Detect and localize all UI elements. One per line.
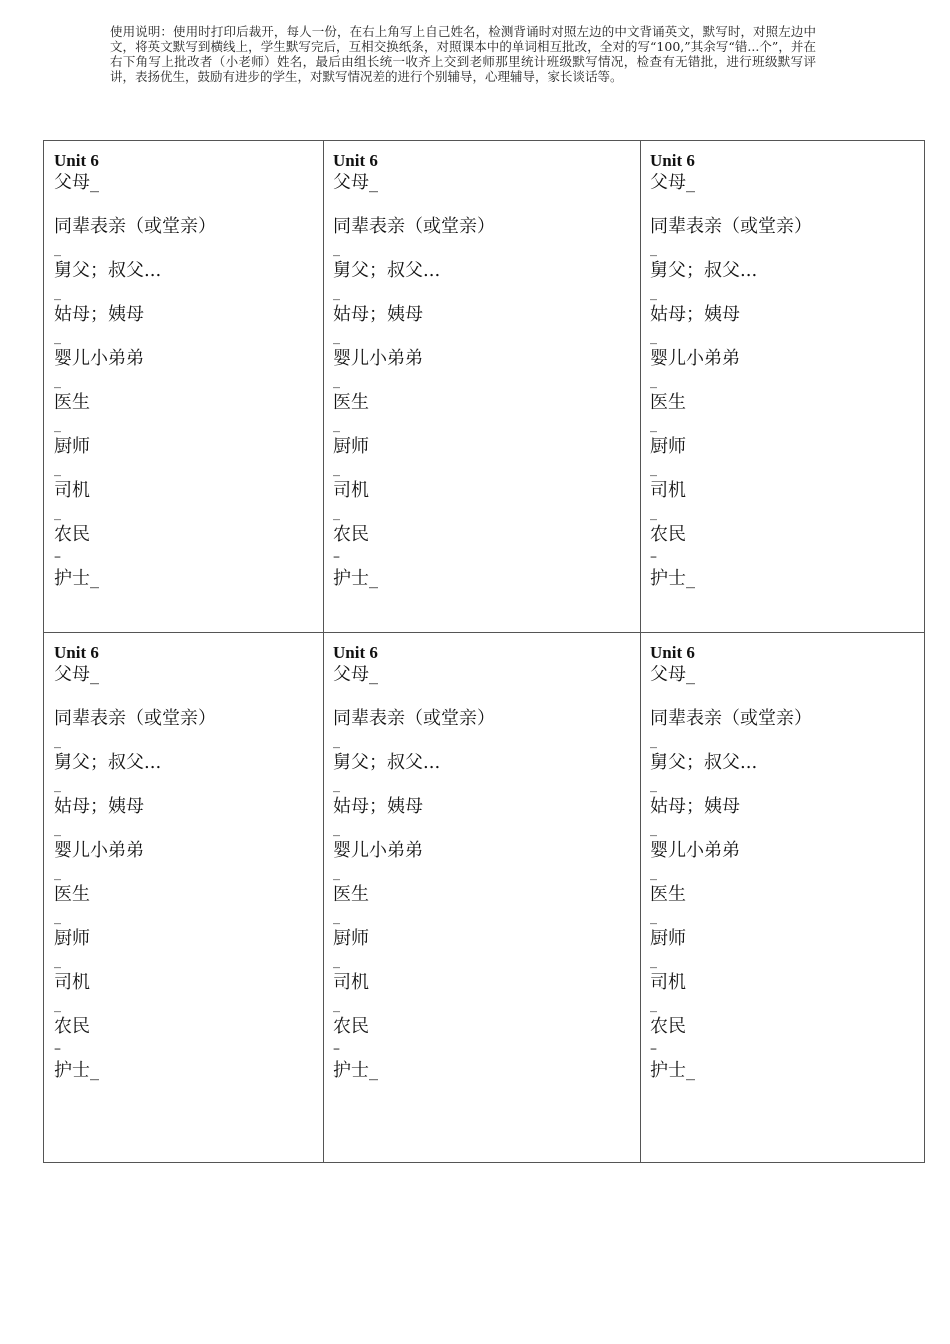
vocab-chinese: 舅父；叔父...	[54, 260, 162, 281]
vocab-item	[54, 971, 216, 1015]
answer-blank	[54, 1083, 216, 1103]
vocab-item	[54, 215, 216, 259]
answer-blank: _	[333, 373, 340, 389]
answer-blank: _	[333, 777, 340, 793]
answer-blank: _	[54, 733, 61, 749]
dictation-card	[323, 141, 495, 611]
vocab-item	[54, 751, 216, 795]
vocab-item	[54, 839, 216, 883]
answer-blank: _	[650, 777, 657, 793]
vocab-chinese: 同辈表亲（或堂亲）	[54, 708, 216, 729]
vocab-chinese: 司机	[54, 480, 90, 501]
answer-blank: _	[650, 241, 657, 257]
vocab-chinese: 姑母；姨母	[650, 796, 740, 817]
vocab-item	[54, 259, 216, 303]
vocab-item	[650, 171, 812, 215]
vocab-chinese: 姑母；姨母	[650, 304, 740, 325]
card-title: Unit 6	[650, 151, 695, 170]
answer-blank: _	[54, 909, 61, 925]
vocab-item	[333, 259, 495, 303]
answer-blank: _	[333, 505, 340, 521]
answer-blank: _	[650, 821, 657, 837]
answer-blank: –	[333, 549, 340, 565]
answer-blank	[54, 195, 216, 215]
answer-blank: _	[650, 417, 657, 433]
vocab-chinese: 护士_	[650, 1060, 695, 1081]
vocab-chinese: 厨师	[54, 928, 90, 949]
vocab-chinese: 父母_	[650, 664, 695, 685]
answer-blank	[650, 687, 812, 707]
answer-blank: _	[650, 909, 657, 925]
vocab-item	[650, 839, 812, 883]
vocab-item	[650, 795, 812, 839]
vocab-item	[333, 215, 495, 259]
instructions-text: 使用说明：使用时打印后裁开，每人一份，在右上角写上自己姓名，检测背诵时对照左边的中文背诵英文，默写时，对照左边中文，将英文默写到横线上，学生默写完后，互相交换纸条，对照课本中的单词相互批改，全对的写“100,”其余写“错...个”，并在右下角写上批改者（小老师）姓名，最后由组长统一收齐上交到老师那里统计班级默写情况，检查有无错批，进行班级默写评讲，表扬优生，鼓励有进步的学生，对默写情况差的进行个别辅导，心理辅导，家长谈话等。	[110, 24, 816, 84]
answer-blank	[54, 687, 216, 707]
vocab-chinese: 父母_	[54, 172, 99, 193]
vocab-chinese: 父母_	[333, 664, 378, 685]
answer-blank: _	[54, 953, 61, 969]
vocab-item	[333, 663, 495, 707]
vocab-item	[333, 795, 495, 839]
vocab-item	[333, 523, 495, 567]
vocab-item	[333, 1059, 495, 1103]
vocab-item	[650, 971, 812, 1015]
vocab-item	[54, 435, 216, 479]
vocab-item	[54, 171, 216, 215]
answer-blank: –	[650, 1041, 657, 1057]
vocab-chinese: 厨师	[650, 436, 686, 457]
vocab-item	[54, 1059, 216, 1103]
vocab-chinese: 护士_	[333, 568, 378, 589]
vocab-chinese: 司机	[650, 480, 686, 501]
vocab-item	[54, 391, 216, 435]
answer-blank: _	[650, 373, 657, 389]
answer-blank	[650, 1083, 812, 1103]
vocab-item	[333, 707, 495, 751]
vocab-chinese: 父母_	[333, 172, 378, 193]
vocab-chinese: 婴儿小弟弟	[54, 840, 144, 861]
answer-blank: _	[333, 329, 340, 345]
answer-blank	[333, 1083, 495, 1103]
answer-blank: _	[54, 373, 61, 389]
vocab-item	[54, 883, 216, 927]
vocab-item	[54, 303, 216, 347]
vocab-chinese: 姑母；姨母	[333, 796, 423, 817]
vocab-chinese: 婴儿小弟弟	[54, 348, 144, 369]
answer-blank: _	[333, 417, 340, 433]
vocab-chinese: 农民	[54, 1016, 90, 1037]
vocab-chinese: 父母_	[54, 664, 99, 685]
answer-blank: _	[333, 821, 340, 837]
vocab-chinese: 医生	[333, 392, 369, 413]
vocab-chinese: 农民	[650, 1016, 686, 1037]
answer-blank: _	[650, 285, 657, 301]
answer-blank: –	[54, 1041, 61, 1057]
vocab-item	[333, 839, 495, 883]
vocab-item	[54, 567, 216, 611]
answer-blank: _	[333, 909, 340, 925]
vocab-chinese: 舅父；叔父...	[333, 260, 441, 281]
answer-blank: _	[333, 241, 340, 257]
vocab-item	[54, 795, 216, 839]
card-title: Unit 6	[54, 151, 99, 170]
answer-blank: _	[54, 417, 61, 433]
answer-blank: _	[54, 997, 61, 1013]
vocab-item	[333, 883, 495, 927]
vocab-chinese: 医生	[333, 884, 369, 905]
vocab-chinese: 同辈表亲（或堂亲）	[650, 216, 812, 237]
vocab-chinese: 医生	[54, 884, 90, 905]
answer-blank	[54, 591, 216, 611]
vocab-item	[54, 523, 216, 567]
vocab-chinese: 舅父；叔父...	[650, 260, 758, 281]
vocab-chinese: 舅父；叔父...	[333, 752, 441, 773]
answer-blank	[650, 591, 812, 611]
answer-blank: _	[54, 285, 61, 301]
vocab-item	[333, 435, 495, 479]
vocab-chinese: 厨师	[54, 436, 90, 457]
vocab-item	[333, 971, 495, 1015]
answer-blank: _	[650, 505, 657, 521]
vocab-item	[333, 927, 495, 971]
answer-blank	[333, 195, 495, 215]
vocab-chinese: 农民	[650, 524, 686, 545]
vocab-item	[333, 1015, 495, 1059]
vocab-item	[54, 1015, 216, 1059]
dictation-card	[323, 633, 495, 1103]
vocab-chinese: 婴儿小弟弟	[650, 840, 740, 861]
vocab-chinese: 护士_	[54, 1060, 99, 1081]
answer-blank: _	[650, 329, 657, 345]
answer-blank: _	[333, 461, 340, 477]
answer-blank: –	[333, 1041, 340, 1057]
answer-blank: _	[54, 329, 61, 345]
answer-blank: _	[54, 777, 61, 793]
answer-blank: _	[54, 241, 61, 257]
vocab-item	[650, 927, 812, 971]
vocab-chinese: 厨师	[650, 928, 686, 949]
vocab-item	[54, 347, 216, 391]
answer-blank: _	[54, 461, 61, 477]
vocab-chinese: 舅父；叔父...	[650, 752, 758, 773]
vocab-item	[650, 883, 812, 927]
vocab-item	[650, 391, 812, 435]
vocab-item	[54, 663, 216, 707]
vocab-item	[650, 347, 812, 391]
vocab-item	[333, 751, 495, 795]
answer-blank: _	[650, 953, 657, 969]
vocab-item	[650, 1059, 812, 1103]
dictation-card	[44, 141, 216, 611]
answer-blank: _	[333, 953, 340, 969]
answer-blank: _	[333, 997, 340, 1013]
vocab-chinese: 司机	[54, 972, 90, 993]
answer-blank: _	[650, 997, 657, 1013]
answer-blank	[333, 687, 495, 707]
answer-blank: _	[650, 865, 657, 881]
answer-blank: _	[650, 461, 657, 477]
vocab-item	[333, 303, 495, 347]
vocab-item	[650, 435, 812, 479]
answer-blank: _	[333, 733, 340, 749]
vocab-chinese: 农民	[333, 524, 369, 545]
vocab-chinese: 厨师	[333, 928, 369, 949]
vocab-item	[54, 927, 216, 971]
vocab-item	[333, 347, 495, 391]
vocab-chinese: 姑母；姨母	[333, 304, 423, 325]
vocab-item	[333, 479, 495, 523]
vocab-item	[650, 215, 812, 259]
vocab-chinese: 司机	[650, 972, 686, 993]
vocab-chinese: 婴儿小弟弟	[333, 348, 423, 369]
dictation-card-grid	[43, 140, 925, 1163]
vocab-item	[650, 567, 812, 611]
vocab-item	[650, 479, 812, 523]
dictation-card	[640, 141, 812, 611]
vocab-chinese: 厨师	[333, 436, 369, 457]
vocab-chinese: 父母_	[650, 172, 695, 193]
answer-blank: –	[650, 549, 657, 565]
answer-blank: _	[54, 505, 61, 521]
vocab-chinese: 姑母；姨母	[54, 796, 144, 817]
answer-blank: _	[54, 865, 61, 881]
vocab-item	[333, 171, 495, 215]
answer-blank	[333, 591, 495, 611]
vocab-item	[54, 707, 216, 751]
vocab-chinese: 同辈表亲（或堂亲）	[333, 216, 495, 237]
vocab-item	[333, 391, 495, 435]
answer-blank: _	[333, 285, 340, 301]
vocab-item	[650, 303, 812, 347]
vocab-chinese: 医生	[650, 392, 686, 413]
vocab-chinese: 婴儿小弟弟	[650, 348, 740, 369]
vocab-chinese: 同辈表亲（或堂亲）	[333, 708, 495, 729]
vocab-chinese: 婴儿小弟弟	[333, 840, 423, 861]
vocab-chinese: 姑母；姨母	[54, 304, 144, 325]
vocab-chinese: 护士_	[333, 1060, 378, 1081]
answer-blank: _	[54, 821, 61, 837]
vocab-chinese: 护士_	[54, 568, 99, 589]
card-title: Unit 6	[650, 643, 695, 662]
vocab-chinese: 护士_	[650, 568, 695, 589]
vocab-chinese: 农民	[333, 1016, 369, 1037]
vocab-item	[650, 1015, 812, 1059]
vocab-item	[650, 751, 812, 795]
answer-blank	[650, 195, 812, 215]
card-title: Unit 6	[54, 643, 99, 662]
vocab-chinese: 司机	[333, 972, 369, 993]
vocab-chinese: 同辈表亲（或堂亲）	[54, 216, 216, 237]
vocab-item	[650, 523, 812, 567]
vocab-item	[650, 259, 812, 303]
vocab-chinese: 舅父；叔父...	[54, 752, 162, 773]
vocab-item	[333, 567, 495, 611]
vocab-chinese: 农民	[54, 524, 90, 545]
dictation-card	[44, 633, 216, 1103]
vocab-item	[650, 663, 812, 707]
card-title: Unit 6	[333, 643, 378, 662]
vocab-item	[650, 707, 812, 751]
vocab-chinese: 同辈表亲（或堂亲）	[650, 708, 812, 729]
card-title: Unit 6	[333, 151, 378, 170]
dictation-card	[640, 633, 812, 1103]
vocab-chinese: 司机	[333, 480, 369, 501]
answer-blank: _	[650, 733, 657, 749]
vocab-chinese: 医生	[54, 392, 90, 413]
answer-blank: _	[333, 865, 340, 881]
vocab-item	[54, 479, 216, 523]
answer-blank: –	[54, 549, 61, 565]
vocab-chinese: 医生	[650, 884, 686, 905]
